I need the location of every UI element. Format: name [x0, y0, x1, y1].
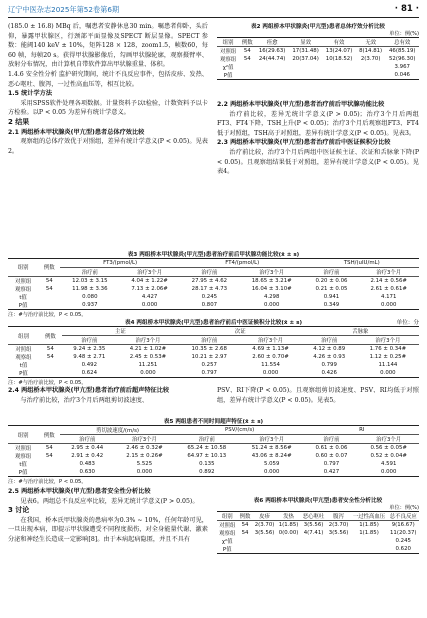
table-cell: 3(5.56) — [328, 530, 349, 536]
table-row — [8, 285, 419, 293]
table-cell: 0.000 — [357, 369, 419, 378]
table-6 — [217, 496, 419, 554]
column-header: 治疗前 — [179, 336, 239, 345]
table-cell: 2.15 ± 0.26# — [126, 453, 163, 459]
table-cell: 27.95 ± 4.62 — [191, 277, 228, 284]
table-row — [8, 444, 419, 453]
group-header: FT3/(pmol/L) — [60, 259, 180, 268]
column-header: 治疗3个月 — [239, 267, 305, 276]
right-column-mid — [217, 386, 419, 405]
table-cell: 8(14.81) — [359, 48, 383, 54]
group-header: 舌脉象 — [302, 327, 419, 336]
table-cell: 2.61 ± 0.61# — [370, 285, 407, 292]
table-cell: 7.13 ± 2.06# — [131, 285, 168, 292]
paragraph: 观察组的总体疗效优于对照组，差异有统计学意义(P < 0.05)。见表2。 — [8, 138, 208, 155]
table-cell: 54 — [241, 530, 249, 536]
column-header: 治疗前 — [60, 267, 119, 276]
column-header: 治疗3个月 — [117, 336, 179, 345]
table-caption: 表6 两组桥本甲状腺炎(甲亢型)患者安全性分析比较 — [253, 498, 383, 504]
column-header: 总有效 — [385, 38, 419, 47]
table-cell — [238, 537, 253, 545]
table-cell: 2.95 ± 0.44 — [71, 445, 104, 451]
header-row — [217, 38, 419, 47]
table-cell: 2.91 ± 0.42 — [71, 453, 104, 459]
table-cell: 0.000 — [358, 468, 419, 477]
table-cell — [277, 545, 301, 554]
column-header: 治疗3个月 — [357, 336, 419, 345]
table-cell: 2(3.70) — [360, 56, 381, 62]
table-cell: χ²值 — [222, 65, 234, 71]
column-header: 腹泻 — [327, 512, 351, 521]
column-header: 治疗3个月 — [239, 435, 305, 444]
section-heading: 3 讨论 — [8, 506, 30, 515]
column-header: 例数 — [239, 38, 255, 47]
table-cell: 54 — [243, 56, 251, 62]
table-cell: 11.554 — [261, 362, 280, 368]
table-row — [8, 468, 419, 477]
table-cell: 54 — [46, 354, 54, 360]
table-cell: 20(37.04) — [292, 56, 319, 62]
column-header: 组别 — [8, 426, 38, 444]
table-cell — [327, 545, 351, 554]
table-cell — [356, 63, 386, 71]
table-cell: 52(96.30) — [388, 56, 416, 62]
paragraph: 治疗前比较，治疗3个月后两组中医证候主证、次证和舌脉象下降(P < 0.05)。且观察组结果低于对照组，差异有统计学意义(P < 0.05)。见表4。 — [217, 148, 419, 176]
table-cell: 2(3.70) — [254, 522, 275, 528]
table-cell — [356, 71, 386, 80]
column-header: 例数 — [39, 327, 62, 345]
page-number: · 81 · — [394, 4, 419, 14]
header-row — [217, 512, 419, 521]
table-cell — [253, 545, 277, 554]
table-row — [217, 47, 419, 56]
table-cell: 4.171 — [380, 293, 397, 300]
header-row — [8, 435, 419, 444]
table-cell — [255, 71, 288, 80]
table-2 — [217, 22, 419, 80]
section-heading: 2.4 两组桥本甲状腺炎(甲亢型)患者治疗前后超声特征比较 — [8, 387, 170, 394]
table-cell: 54 — [45, 445, 53, 451]
column-header: 无效 — [356, 38, 386, 47]
table-cell: 4.298 — [263, 293, 280, 300]
table-caption: 表3 两组桥本甲状腺炎(甲亢型)患者治疗前后甲状腺功能比较(x̄ ± s) — [127, 252, 300, 258]
table-cell: 9.24 ± 2.35 — [73, 346, 106, 352]
table-caption: 表5 两组患者不同时间超声特征(x̄ ± s) — [163, 419, 264, 425]
table-cell: 0.000 — [239, 369, 301, 378]
table-cell: 对照组 — [219, 49, 237, 55]
paragraph: (185.0 ± 16.8) MBq 后，嘱患者安静休息30 min。嘱患者仰卧，头后仰，暴露甲状腺区，行颈部平面显像及SPECT 断层显像。SPECT 参数：能阈140 keV ± 10%，矩阵128 × 128，zoom1.5，帧数60，每60 帧，每帧20 s。获得甲状腺影像后，勾画甲状腺轮廓，观察摄臂率、放射分布情况，由计算机自带软件算出甲状腺重量、体积。 — [8, 23, 208, 69]
table-cell: 0.60 ± 0.07 — [315, 453, 348, 459]
column-header: 治疗3个月 — [119, 267, 180, 276]
table-cell: 3.967 — [394, 64, 410, 70]
table-cell: 对照组 — [15, 347, 32, 353]
table-cell: t值 — [19, 363, 28, 369]
table-cell: 1(1.85) — [359, 530, 379, 536]
table-cell: 4.21 ± 1.02# — [129, 346, 167, 352]
table-cell: 1(1.85) — [359, 522, 379, 528]
table-row — [8, 345, 419, 354]
table-cell — [38, 460, 60, 468]
caption-text: 表4 两组桥本甲状腺炎(甲亢型)患者治疗前后中医证候积分比较(x̄ ± s) — [124, 320, 303, 326]
table-cell: 0.257 — [201, 362, 217, 368]
column-header: 组别 — [8, 259, 38, 277]
table-cell: 3(5.56) — [303, 522, 324, 528]
table-row — [217, 71, 419, 80]
column-header: 痊愈 — [255, 38, 288, 47]
table-cell — [351, 537, 388, 545]
table-cell: 4.69 ± 1.13# — [252, 346, 289, 352]
group-header: 主证 — [62, 327, 179, 336]
table-cell: t值 — [19, 462, 27, 468]
paragraph: 在我国，桥本氏甲状腺炎的患病率为0.3% ~ 10%，任何年龄可见，一旦出现本病，即提示甲状腺遭受不同程度损伤，对全身能量代谢、激素分泌和神经生长造成一定影响[8]。由于本病起病隐匿，并且不具有 — [8, 516, 208, 543]
table-unit: 单位：例(%) — [389, 505, 419, 511]
table-cell: 0.492 — [81, 362, 97, 368]
column-header: 治疗前 — [305, 435, 359, 444]
table-row — [8, 293, 419, 301]
journal-title: 辽宁中医杂志2025年第52卷第6期 — [8, 5, 120, 14]
table-cell: P值 — [8, 369, 39, 378]
right-column-top — [217, 100, 419, 177]
table-cell — [39, 369, 62, 378]
left-column-top — [8, 22, 208, 156]
column-header: 显效 — [289, 38, 322, 47]
table-cell: 观察组 — [219, 531, 236, 537]
section-heading: 2.2 两组桥本甲状腺炎(甲亢型)患者治疗前后甲状腺功能比较 — [217, 101, 385, 108]
table-cell: 0.941 — [323, 293, 340, 300]
table-cell: 11(20.37) — [390, 530, 417, 536]
table-4 — [8, 318, 419, 386]
column-header: 皮疹 — [253, 512, 277, 521]
table-cell: 0.000 — [239, 301, 305, 310]
table-cell: 2(3.70) — [328, 522, 349, 528]
table-cell: 0.000 — [358, 301, 419, 310]
group-header: RI — [305, 426, 419, 435]
table-cell: 5.525 — [136, 461, 153, 467]
table-cell — [301, 545, 327, 554]
table-row — [8, 301, 419, 310]
left-column-mid — [8, 386, 208, 405]
table-cell — [239, 71, 255, 80]
column-header: 治疗前 — [305, 267, 359, 276]
table-cell — [322, 63, 355, 71]
table-cell: 0.797 — [179, 369, 239, 378]
table-cell: P值 — [8, 468, 38, 477]
table-cell: 0.807 — [180, 301, 239, 310]
table-cell: 4.591 — [380, 461, 397, 467]
table-cell: 16.04 ± 3.10# — [251, 285, 292, 292]
paragraph: 治疗前比较，差异无统计学意义(P > 0.05)；治疗3个月后两组FT3、FT4下降，TSH上升(P < 0.05)；治疗3个月后观察组FT3、FT4低于对照组，TSH高于对照组，差异有统计学意义(P < 0.05)。见表3。 — [217, 110, 419, 137]
table-cell: 对照组 — [15, 446, 32, 452]
table-row — [8, 460, 419, 468]
table-cell — [255, 63, 288, 71]
table-cell: 0.799 — [321, 362, 337, 368]
table-cell: 43.06 ± 8.24# — [251, 453, 292, 459]
table-5 — [8, 417, 419, 485]
table-cell: 0.21 ± 0.05 — [315, 285, 348, 292]
table-cell: 0.427 — [305, 468, 359, 477]
table-cell: 5.059 — [263, 461, 280, 467]
table-cell: 28.17 ± 4.73 — [191, 285, 228, 292]
table-cell: 观察组 — [15, 286, 32, 293]
table-cell: 0.61 ± 0.06 — [315, 445, 348, 451]
table-cell: 1.76 ± 0.34# — [369, 346, 407, 352]
table — [8, 425, 419, 477]
table-cell — [289, 71, 322, 80]
table-cell: 0.20 ± 0.06 — [315, 277, 348, 284]
table-cell: 2.46 ± 0.32# — [126, 445, 163, 451]
column-header: 有效 — [322, 38, 355, 47]
table-cell: 0.892 — [175, 468, 239, 477]
table-cell: 0(0.00) — [278, 530, 299, 536]
table-cell: 10.21 ± 2.97 — [191, 354, 227, 360]
table-cell — [351, 545, 388, 554]
table-cell: 4.427 — [141, 293, 158, 300]
table-cell: 0.797 — [323, 461, 340, 467]
table-cell: 2.45 ± 0.53# — [129, 354, 167, 360]
table-cell: 11.144 — [378, 362, 398, 368]
table-cell — [253, 537, 277, 545]
table-cell: 0.000 — [119, 301, 180, 310]
table-cell: 11.98 ± 3.36 — [72, 285, 108, 292]
table-note: 注：#与治疗前比较，P < 0.05。 — [8, 380, 87, 386]
column-header: 组别 — [217, 38, 239, 47]
section-heading: 2.1 两组桥本甲状腺炎(甲亢型)患者总体疗效比较 — [8, 128, 145, 136]
table-cell: 0.080 — [82, 293, 98, 300]
table-cell — [322, 71, 355, 80]
table-cell: 1.12 ± 0.25# — [369, 354, 407, 360]
section-heading: 1.5 统计学方法 — [8, 90, 53, 98]
column-header: 治疗3个月 — [239, 336, 301, 345]
table-cell: 16(29.63) — [258, 48, 286, 54]
column-header: 治疗前 — [175, 435, 239, 444]
table-cell: 0.046 — [385, 71, 419, 80]
table-cell — [39, 361, 62, 369]
table-cell: χ²值 — [221, 539, 233, 545]
table-cell: 18.65 ± 3.21# — [251, 277, 292, 284]
table-cell: 2.60 ± 0.70# — [252, 354, 289, 360]
table-cell: 17(31.48) — [292, 48, 319, 54]
table-cell: 4.04 ± 1.22# — [131, 277, 168, 284]
table-cell: 9(16.67) — [391, 522, 415, 528]
table-cell: P值 — [217, 545, 238, 554]
table-cell — [38, 468, 60, 477]
column-header: 治疗前 — [180, 267, 239, 276]
table-row — [217, 521, 419, 530]
table — [8, 326, 419, 378]
header-row — [8, 426, 419, 435]
column-header: 发热 — [277, 512, 301, 521]
header-row — [8, 267, 419, 276]
table-cell: 1(1.85) — [278, 522, 299, 528]
table-cell: 4(7.41) — [303, 530, 324, 536]
table-cell: 4.12 ± 0.89 — [313, 346, 346, 352]
table-cell: 对照组 — [15, 278, 32, 285]
table-cell: 11.251 — [138, 362, 158, 368]
table-cell: P值 — [8, 301, 38, 310]
table-row — [8, 452, 419, 460]
table-cell: 4.26 ± 0.93 — [313, 354, 346, 360]
column-header: 组别 — [217, 512, 238, 521]
table-3 — [8, 250, 419, 318]
table-cell: 10.35 ± 2.68 — [191, 346, 227, 352]
running-header — [8, 5, 419, 18]
table-cell: 51.24 ± 8.56# — [251, 445, 292, 451]
table-cell: 3(5.56) — [254, 530, 275, 536]
table-cell: 10(18.52) — [325, 56, 353, 62]
section-1-4-6: 1.4.6 安全性分析 监护研究期间，统计不良反应事件，包括皮疹、发热、恶心呕吐、腹泻，一过性高血压等，相互比较。 — [8, 70, 208, 88]
column-header: 一过性高血压 — [351, 512, 388, 521]
table-row — [8, 353, 419, 361]
table-cell: 0.483 — [79, 461, 95, 467]
table-cell: 9.48 ± 2.71 — [73, 354, 106, 360]
group-header: TSH/(uIU/mL) — [305, 259, 419, 268]
column-header: 治疗3个月 — [114, 435, 175, 444]
table-row — [217, 55, 419, 63]
column-header: 治疗前 — [302, 336, 357, 345]
table — [217, 37, 419, 80]
table-row — [8, 361, 419, 369]
table-cell: t值 — [19, 294, 27, 301]
table-row — [217, 537, 419, 545]
paragraph: 采用SPSS软件处理各项数据。计量资料予以t检验，计数资料予以卡方检验。以P < 0.05 为差异有统计学意义。 — [8, 99, 208, 117]
table-cell: 0.630 — [60, 468, 114, 477]
table-cell — [301, 537, 327, 545]
table-cell: 观察组 — [15, 355, 32, 361]
table-note: 注：#与治疗前比较，P < 0.05。 — [8, 311, 87, 318]
section-heading: 2.5 两组桥本甲状腺炎(甲亢型)患者安全性分析比较 — [8, 488, 151, 495]
header-row — [8, 336, 419, 345]
table-cell: 0.000 — [117, 369, 179, 378]
column-header: 治疗3个月 — [358, 267, 419, 276]
table-row — [217, 529, 419, 537]
table-cell: 0.000 — [239, 468, 305, 477]
table-row — [8, 276, 419, 285]
table — [217, 511, 419, 554]
table-cell: 54 — [45, 277, 53, 284]
table-cell: 对照组 — [219, 523, 236, 529]
left-column-bottom — [8, 487, 208, 545]
table-cell — [38, 301, 60, 310]
table-cell: 46(85.19) — [388, 48, 416, 54]
column-header: 例数 — [38, 426, 60, 444]
table-cell — [277, 537, 301, 545]
table-cell: 54 — [45, 285, 53, 292]
table-cell — [38, 293, 60, 301]
table-cell — [289, 63, 322, 71]
table-cell: 观察组 — [15, 454, 32, 460]
table-cell: 54 — [243, 48, 251, 54]
table-row — [217, 545, 419, 554]
column-header: 治疗前 — [60, 435, 114, 444]
header-row — [8, 327, 419, 336]
table-cell: 0.624 — [62, 369, 117, 378]
header-row — [8, 259, 419, 268]
column-header: 恶心呕吐 — [301, 512, 327, 521]
group-header: PSV/(cm/s) — [175, 426, 305, 435]
table-cell: 0.426 — [302, 369, 357, 378]
table-cell: 0.52 ± 0.04# — [370, 453, 407, 459]
table-cell: 54 — [46, 346, 54, 352]
section-heading: 2 结果 — [8, 117, 30, 126]
table-cell: 24(44.74) — [258, 56, 286, 62]
table-cell: P值 — [217, 71, 239, 80]
column-header: 治疗前 — [62, 336, 117, 345]
group-header: 剪切波速度/(m/s) — [60, 426, 174, 435]
table-cell: 0.000 — [114, 468, 175, 477]
table-cell: 12.03 ± 3.15 — [72, 277, 108, 284]
table-caption: 表2 两组桥本甲状腺炎(甲亢型)患者总体疗效分析比较 — [250, 24, 386, 30]
table-cell: 0.349 — [305, 301, 359, 310]
column-header: 组别 — [8, 327, 39, 345]
table-row — [217, 63, 419, 71]
column-header: 治疗3个月 — [358, 435, 419, 444]
table-cell: 54 — [241, 522, 249, 528]
table — [8, 258, 419, 310]
paragraph: 见表6。两组总不良反应率比较，差异无统计学意义(P > 0.05)。 — [20, 497, 199, 505]
section-heading: 2.3 两组桥本甲状腺炎(甲亢型)患者治疗前后中医证候积分比较 — [217, 139, 391, 147]
table-cell — [327, 537, 351, 545]
table-cell: 观察组 — [219, 57, 237, 63]
table-cell: 0.245 — [395, 538, 411, 544]
table-cell: 0.620 — [388, 545, 420, 554]
table-cell: 65.24 ± 10.58 — [187, 445, 227, 451]
table-cell: 0.135 — [199, 461, 215, 467]
table-cell — [239, 63, 255, 71]
column-header: 例数 — [38, 259, 60, 277]
table-note: 注：#与治疗前比较，P < 0.05。 — [8, 479, 87, 485]
column-header: 总不良反应 — [388, 512, 420, 521]
table-cell: 0.937 — [60, 301, 119, 310]
table-row — [8, 369, 419, 378]
table-cell: 13(24.07) — [325, 48, 353, 54]
table-cell: 54 — [45, 453, 53, 459]
table-cell: 0.56 ± 0.05# — [370, 445, 407, 451]
table-caption — [8, 318, 419, 326]
paragraph: 与治疗前比较，治疗3个月后两组剪切波速度、 — [20, 396, 149, 404]
table-cell: 2.14 ± 0.56# — [370, 277, 407, 284]
table-unit: 单位：例(%) — [389, 31, 419, 37]
table-cell: 64.97 ± 10.13 — [187, 453, 227, 459]
group-header: FT4/(pmol/L) — [180, 259, 305, 268]
table-unit: 单位：分 — [396, 320, 419, 326]
group-header: 次证 — [179, 327, 302, 336]
column-header: 例数 — [238, 512, 253, 521]
table-cell: 0.245 — [201, 293, 218, 300]
paragraph: PSV、RI下降(P < 0.05)。且观察组剪切波速度、PSV、RI均低于对照组，差异有统计学意义(P < 0.05)。见表5。 — [217, 387, 419, 404]
table-cell — [238, 545, 253, 554]
